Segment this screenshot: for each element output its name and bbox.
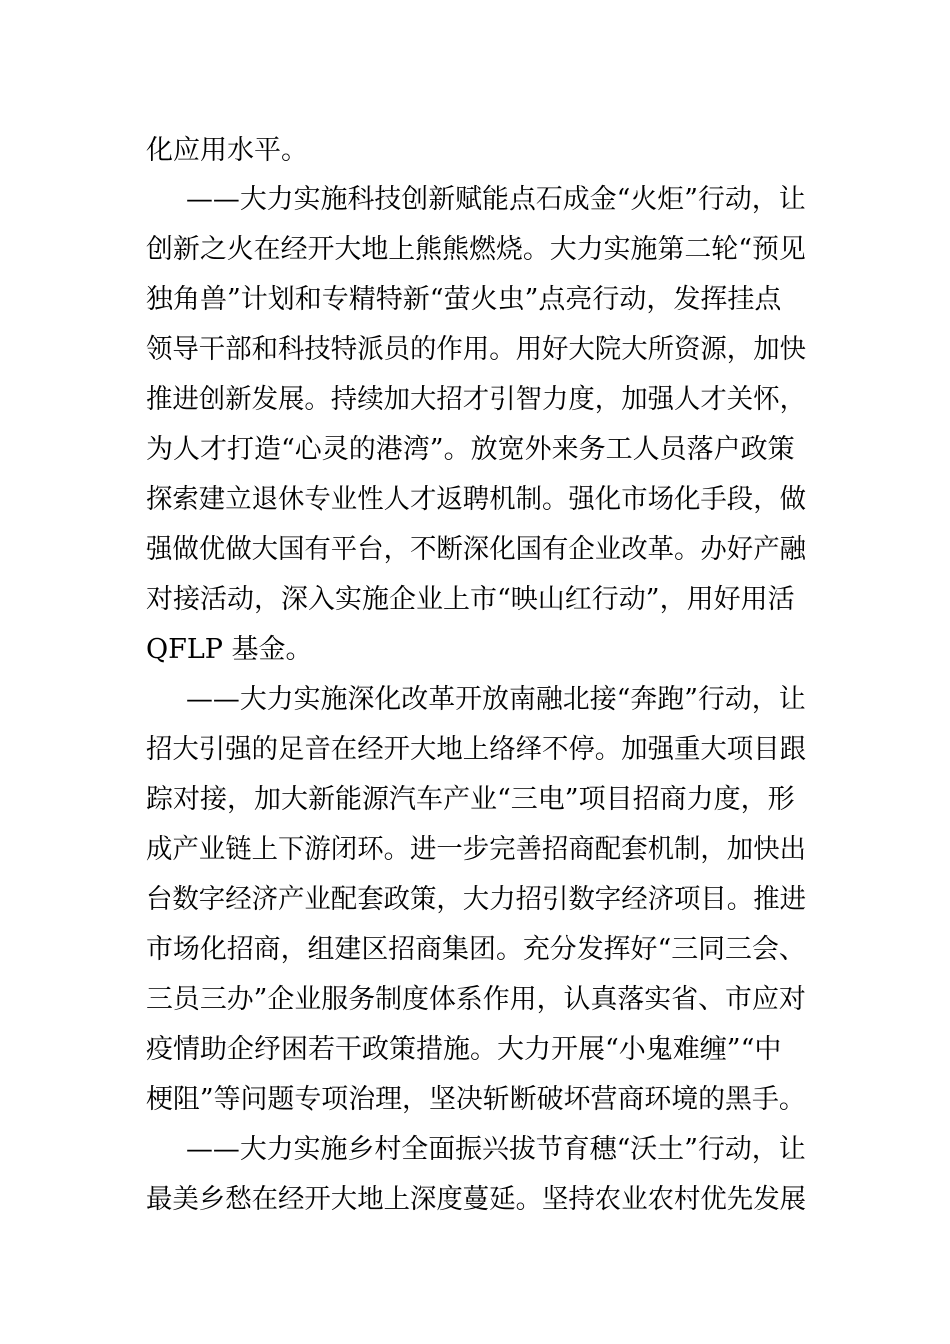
paragraph-start-line: ——大力实施深化改革开放南融北接“奔跑”行动，让: [186, 684, 806, 715]
text-line: 推进创新发展。持续加大招才引智力度，加强人才关怀，: [146, 384, 806, 415]
text-line: 成产业链上下游闭环。进一步完善招商配套机制，加快出: [146, 834, 806, 865]
text-line: 探索建立退休专业性人才返聘机制。强化市场化手段，做: [146, 484, 806, 515]
text-line: 为人才打造“心灵的港湾”。放宽外来务工人员落户政策: [146, 434, 795, 465]
text-line: 化应用水平。: [146, 135, 308, 166]
text-line: 招大引强的足音在经开大地上络绎不停。加强重大项目跟: [146, 734, 806, 765]
text-line: QFLP 基金。: [146, 634, 313, 665]
text-line: 疫情助企纾困若干政策措施。大力开展“小鬼难缠”“中: [146, 1034, 782, 1065]
text-line: 市场化招商，组建区招商集团。充分发挥好“三同三会、: [146, 934, 806, 965]
text-line: 创新之火在经开大地上熊熊燃烧。大力实施第二轮“预见: [146, 234, 806, 265]
text-line: 台数字经济产业配套政策，大力招引数字经济项目。推进: [146, 884, 806, 915]
text-line: 领导干部和科技特派员的作用。用好大院大所资源，加快: [146, 334, 806, 365]
text-line: 三员三办”企业服务制度体系作用，认真落实省、市应对: [146, 984, 806, 1015]
paragraph-start-line: ——大力实施科技创新赋能点石成金“火炬”行动，让: [186, 184, 806, 215]
text-line: 最美乡愁在经开大地上深度蔓延。坚持农业农村优先发展: [146, 1184, 806, 1215]
text-line: 对接活动，深入实施企业上市“映山红行动”，用好用活: [146, 584, 795, 615]
text-line: 强做优做大国有平台，不断深化国有企业改革。办好产融: [146, 534, 806, 565]
paragraph-start-line: ——大力实施乡村全面振兴拔节育穗“沃土”行动，让: [186, 1134, 806, 1165]
text-line: 独角兽”计划和专精特新“萤火虫”点亮行动，发挥挂点: [146, 284, 782, 315]
text-line: 梗阻”等问题专项治理，坚决斩断破坏营商环境的黑手。: [146, 1084, 806, 1115]
text-line: 踪对接，加大新能源汽车产业“三电”项目招商力度，形: [146, 784, 795, 815]
